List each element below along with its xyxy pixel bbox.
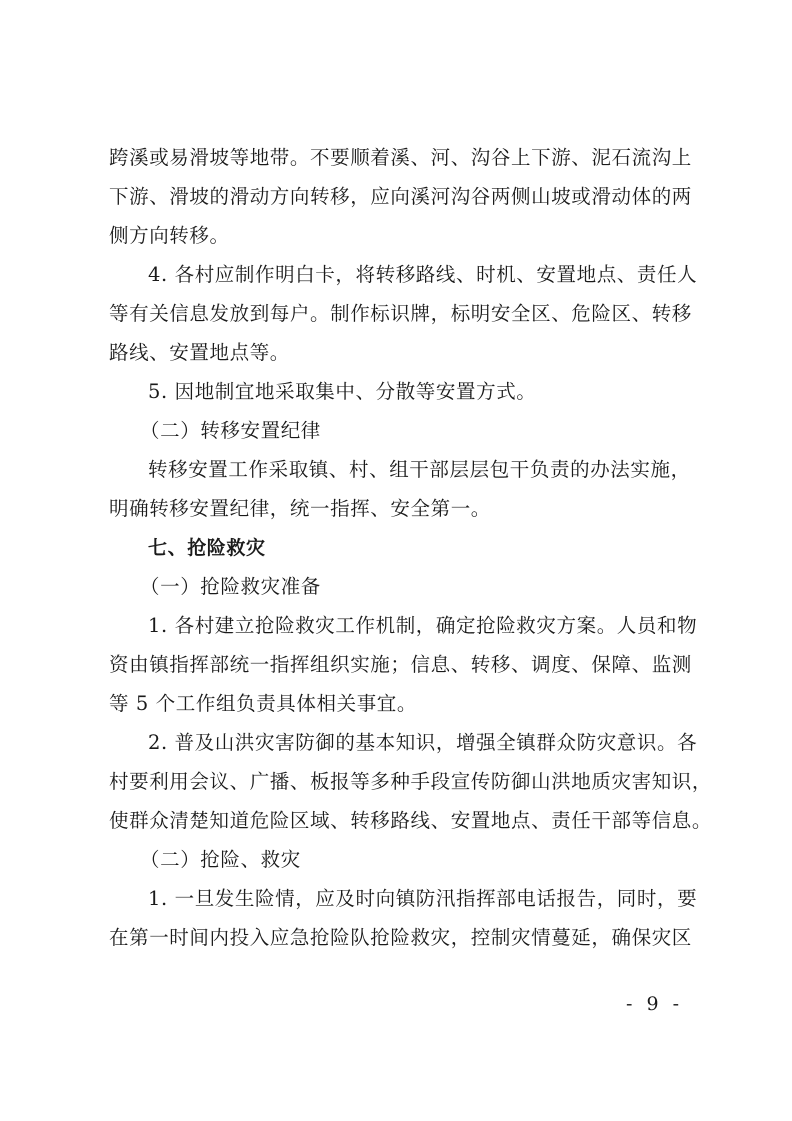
body-text-line: 使群众清楚知道危险区域、转移路线、安置地点、责任干部等信息。 — [109, 809, 713, 832]
body-text-line: 路线、安置地点等。 — [109, 341, 290, 364]
body-text-line: 村要利用会议、广播、板报等多种手段宣传防御山洪地质灾害知识， — [109, 770, 713, 793]
body-text-line: 下游、滑坡的滑动方向转移，应向溪河沟谷两侧山坡或滑动体的两 — [109, 185, 692, 208]
body-text-line: 跨溪或易滑坡等地带。不要顺着溪、河、沟谷上下游、泥石流沟上 — [109, 146, 692, 169]
body-text-line: 1. 一旦发生险情，应及时向镇防汛指挥部电话报告，同时，要 — [148, 887, 698, 910]
body-text-line: 转移安置工作采取镇、村、组干部层层包干负责的办法实施， — [148, 458, 691, 481]
subsection-heading: （二）转移安置纪律 — [140, 419, 321, 442]
body-text-line: 2. 普及山洪灾害防御的基本知识，增强全镇群众防灾意识。各 — [148, 731, 698, 754]
body-text-line: 明确转移安置纪律，统一指挥、安全第一。 — [109, 497, 491, 520]
body-text-line: 4. 各村应制作明白卡，将转移路线、时机、安置地点、责任人 — [148, 263, 698, 286]
body-text-line: 在第一时间内投入应急抢险队抢险救灾，控制灾情蔓延，确保灾区 — [109, 926, 692, 949]
body-text-line: 等 5 个工作组负责具体相关事宜。 — [109, 692, 418, 715]
page-number: - 9 - — [626, 993, 684, 1015]
body-text-line: 等有关信息发放到每户。制作标识牌，标明安全区、危险区、转移 — [109, 302, 692, 325]
subsection-heading: （二）抢险、救灾 — [140, 848, 301, 871]
body-text-line: 5. 因地制宜地采取集中、分散等安置方式。 — [148, 380, 537, 403]
body-text-line: 资由镇指挥部统一指挥组织实施；信息、转移、调度、保障、监测 — [109, 653, 692, 676]
body-text-line: 侧方向转移。 — [109, 224, 230, 247]
section-heading: 七、抢险救灾 — [148, 537, 266, 559]
subsection-heading: （一）抢险救灾准备 — [140, 575, 321, 598]
body-text-line: 1. 各村建立抢险救灾工作机制，确定抢险救灾方案。人员和物 — [148, 614, 698, 637]
